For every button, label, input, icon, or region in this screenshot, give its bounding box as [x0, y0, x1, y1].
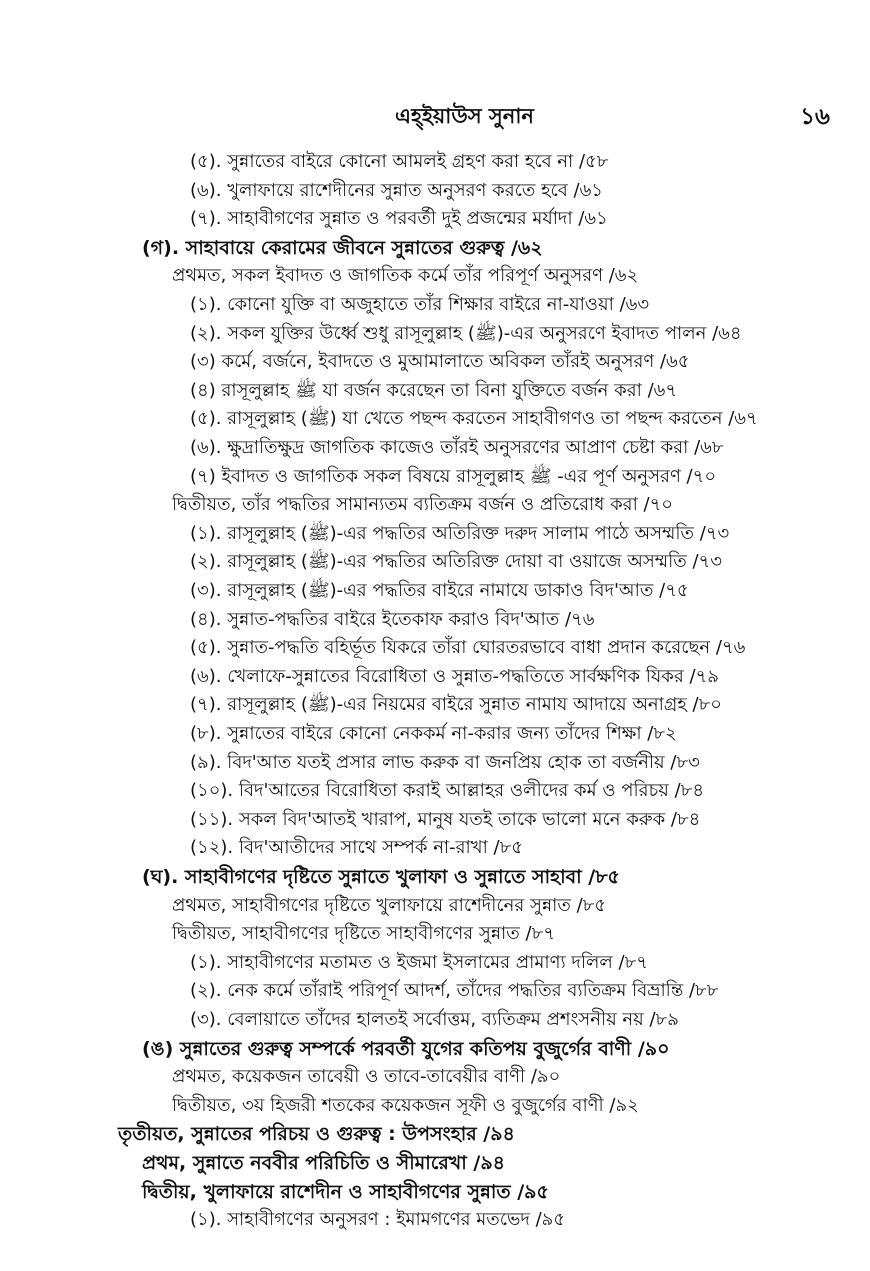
- toc-entry: (৩) কর্মে, বর্জনে, ইবাদতে ও মুআমালাতে অবিকল তাঁরই অনুসরণ /৬৫: [190, 351, 690, 373]
- toc-entry: দ্বিতীয়ত, সাহাবীগণের দৃষ্টিতে সাহাবীগণের সুন্নাত /৮৭: [172, 923, 555, 945]
- toc-entry: (৪). সুন্নাত-পদ্ধতির বাইরে ইতেকাফ করাও বিদ'আত /৭৬: [190, 608, 595, 630]
- toc-entry: (ঙ) সুন্নাতের গুরুত্ব সম্পর্কে পরবর্তী যুগের কতিপয় বুজুর্গের বাণী /৯০: [142, 1037, 670, 1060]
- toc-entry: (১). কোনো যুক্তি বা অজুহাতে তাঁর শিক্ষার বাইরে না-যাওয়া /৬৩: [190, 294, 650, 315]
- toc-entry: (২). রাসূলুল্লাহ (ﷺ)-এর পদ্ধতির অতিরিক্ত দোয়া বা ওয়াজে অসম্মতি /৭৩: [190, 551, 722, 573]
- toc-entry: (৬). খেলাফে-সুন্নাতের বিরোধিতা ও সুন্নাত-পদ্ধতিতে সার্বক্ষণিক যিকর /৭৯: [190, 665, 719, 687]
- running-title: এহ্ইয়াউস সুনান: [395, 104, 534, 128]
- toc-entry: (ঘ). সাহাবীগণের দৃষ্টিতে সুন্নাতে খুলাফা ও সুন্নাতে সাহাবা /৮৫: [142, 866, 620, 888]
- toc-entry: (১০). বিদ'আতের বিরোধিতা করাই আল্লাহর ওলীদের কর্ম ও পরিচয় /৮৪: [190, 780, 705, 802]
- toc-entry: দ্বিতীয়ত, ৩য় হিজরী শতকের কয়েকজন সূফী ও বুজুর্গের বাণী /৯২: [172, 1094, 639, 1116]
- toc-entry: (১). সাহাবীগণের মতামত ও ইজমা ইসলামের প্রামাণ্য দলিল /৮৭: [190, 951, 649, 973]
- toc-entry: (৭) ইবাদত ও জাগতিক সকল বিষয়ে রাসূলুল্লাহ ﷺ -এর পূর্ণ অনুসরণ /৭০: [190, 465, 717, 487]
- toc-entry: (৩). রাসূলুল্লাহ (ﷺ)-এর পদ্ধতির বাইরে নামাযে ডাকাও বিদ'আত /৭৫: [190, 580, 689, 601]
- toc-entry: (৪) রাসূলুল্লাহ ﷺ যা বর্জন করেছেন তা বিনা যুক্তিতে বর্জন করা /৬৭: [190, 379, 678, 401]
- page-number: ১৬: [800, 104, 830, 130]
- toc-entry: প্রথমত, সাহাবীগণের দৃষ্টিতে খুলাফায়ে রাশেদীনের সুন্নাত /৮৫: [172, 894, 607, 916]
- toc-entry: (৬). ক্ষুদ্রাতিক্ষুদ্র জাগতিক কাজেও তাঁরই অনুসরণের আপ্রাণ চেষ্টা করা /৬৮: [190, 437, 724, 458]
- toc-entry: প্রথমত, সকল ইবাদত ও জাগতিক কর্মে তাঁর পরিপূর্ণ অনুসরণ /৬২: [172, 265, 639, 287]
- toc-entry: (৭). রাসূলুল্লাহ (ﷺ)-এর নিয়মের বাইরে সুন্নাত নামায আদায়ে অনাগ্রহ /৮০: [190, 694, 723, 716]
- toc-entry: (২). নেক কর্মে তাঁরাই পরিপূর্ণ আদর্শ, তাঁদের পদ্ধতির ব্যতিক্রম বিভ্রান্তি /৮৮: [190, 980, 719, 1002]
- toc-entry: প্রথম, সুন্নাতে নববীর পরিচিতি ও সীমারেখা /৯৪: [142, 1152, 505, 1174]
- toc-entry: (১). রাসূলুল্লাহ (ﷺ)-এর পদ্ধতির অতিরিক্ত দরুদ সালাম পাঠে অসম্মতি /৭৩: [190, 522, 730, 544]
- toc-entry: (৫). সুন্নাত-পদ্ধতি বহির্ভূত যিকরে তাঁরা ঘোরতরভাবে বাধা প্রদান করেছেন /৭৬: [190, 637, 746, 659]
- toc-entry: (৫). রাসূলুল্লাহ (ﷺ) যা খেতে পছন্দ করতেন সাহাবীগণও তা পছন্দ করতেন /৬৭: [190, 408, 758, 430]
- toc-entry: (১). সাহাবীগণের অনুসরণ : ইমামগণের মতভেদ /৯৫: [190, 1209, 566, 1231]
- toc-entry: তৃতীয়ত, সুন্নাতের পরিচয় ও গুরুত্ব : উপসংহার /৯৪: [118, 1123, 515, 1146]
- toc-entry: (৫). সুন্নাতের বাইরে কোনো আমলই গ্রহণ করা হবে না /৫৮: [190, 151, 609, 172]
- toc-entry: (৬). খুলাফায়ে রাশেদীনের সুন্নাত অনুসরণ করতে হবে /৬১: [190, 179, 603, 201]
- toc-entry: (৩). বেলায়াতে তাঁদের হালতই সর্বোত্তম, ব্যতিক্রম প্রশংসনীয় নয় /৮৯: [190, 1009, 679, 1030]
- toc-entry: (৭). সাহাবীগণের সুন্নাত ও পরবর্তী দুই প্রজন্মের মর্যাদা /৬১: [190, 208, 608, 230]
- toc-entry: (৮). সুন্নাতের বাইরে কোনো নেককর্ম না-করার জন্য তাঁদের শিক্ষা /৮২: [190, 723, 677, 744]
- toc-entry: (১১). সকল বিদ'আতই খারাপ, মানুষ যতই তাকে ভালো মনে করুক /৮৪: [190, 808, 701, 830]
- page-header: [0, 96, 870, 136]
- toc-entry: প্রথমত, কয়েকজন তাবেয়ী ও তাবে-তাবেয়ীর বাণী /৯০: [172, 1066, 561, 1088]
- toc-entry: (২). সকল যুক্তির উর্ধ্বে শুধু রাসূলুল্লাহ (ﷺ)-এর অনুসরণে ইবাদত পালন /৬৪: [190, 322, 742, 344]
- toc-entry: দ্বিতীয়ত, তাঁর পদ্ধতির সামান্যতম ব্যতিক্রম বর্জন ও প্রতিরোধ করা /৭০: [172, 494, 673, 516]
- toc-entry: (১২). বিদ'আতীদের সাথে সম্পর্ক না-রাখা /৮৫: [190, 837, 523, 859]
- toc-entry: দ্বিতীয়, খুলাফায়ে রাশেদীন ও সাহাবীগণের সুন্নাত /৯৫: [142, 1180, 549, 1203]
- toc-entry: (গ). সাহাবায়ে কেরামের জীবনে সুন্নাতের গুরুত্ব /৬২: [142, 236, 543, 259]
- toc-entry: (৯). বিদ'আত যতই প্রসার লাভ করুক বা জনপ্রিয় হোক তা বর্জনীয় /৮৩: [190, 751, 700, 773]
